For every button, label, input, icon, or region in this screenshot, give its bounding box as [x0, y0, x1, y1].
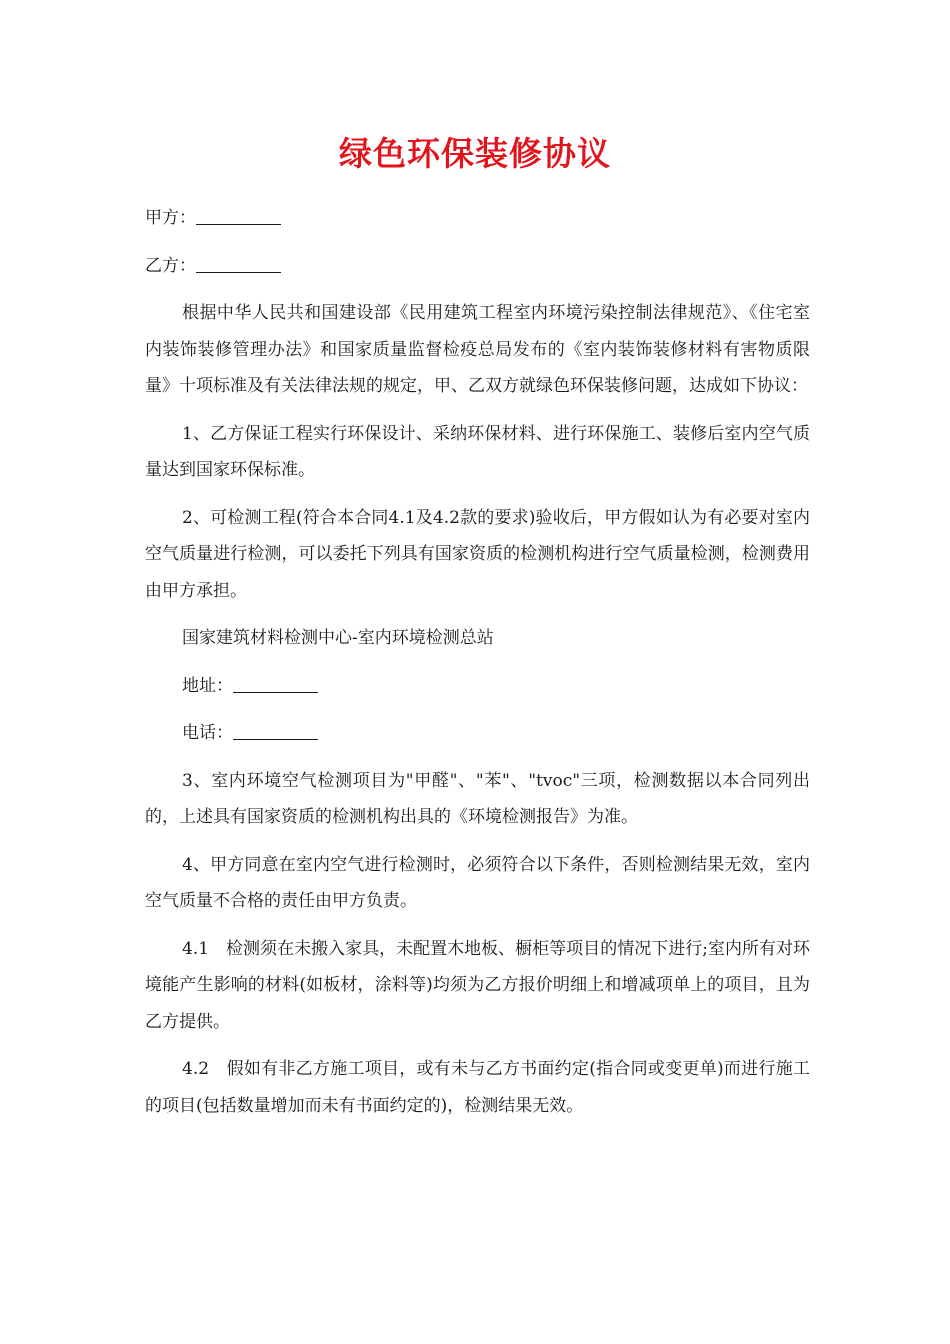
party-a-line [145, 200, 810, 237]
phone-blank [233, 719, 318, 740]
phone-line [145, 715, 810, 752]
document-title: 绿色环保装修协议 [339, 134, 611, 173]
party-b-label: 乙方： [145, 255, 196, 276]
address-line [145, 668, 810, 705]
document-body [145, 200, 810, 1135]
clause-4-2: 4.2 假如有非乙方施工项目，或有未与乙方书面约定(指合同或变更单)而进行施工的项目(包括数量增加而未有书面约定的)，检测结果无效。 [145, 1059, 810, 1116]
phone-label: 电话： [182, 723, 233, 743]
party-b-line [145, 248, 810, 285]
intro-paragraph: 根据中华人民共和国建设部《民用建筑工程室内环境污染控制法律规范》、《住宅室内装饰装修管理办法》和国家质量监督检疫总局发布的《室内装饰装修材料有害物质限量》十项标准及有关法律法规的规定，甲、乙双方就绿色环保装修问题，达成如下协议： [145, 303, 810, 396]
clause-3: 3、室内环境空气检测项目为"甲醛"、"苯"、"tvoc"三项，检测数据以本合同列出的，上述具有国家资质的检测机构出具的《环境检测报告》为准。 [145, 770, 810, 827]
address-blank [233, 672, 318, 693]
clause-2: 2、可检测工程(符合本合同4.1及4.2款的要求)验收后，甲方假如认为有必要对室内空气质量进行检测，可以委托下列具有国家资质的检测机构进行空气质量检测，检测费用由甲方承担。 [145, 507, 810, 601]
address-label: 地址： [182, 675, 233, 696]
clause-4: 4、甲方同意在室内空气进行检测时，必须符合以下条件，否则检测结果无效，室内空气质量不合格的责任由甲方负责。 [145, 854, 810, 911]
clause-1: 1、乙方保证工程实行环保设计、采纳环保材料、进行环保施工、装修后室内空气质量达到国家环保标准。 [145, 423, 810, 480]
clause-4-1: 4.1 检测须在未搬入家具，未配置木地板、橱柜等项目的情况下进行;室内所有对环境能产生影响的材料(如板材，涂料等)均须为乙方报价明细上和增减项单上的项目，且为乙方提供。 [145, 938, 810, 1032]
agency-name: 国家建筑材料检测中心-室内环境检测总站 [182, 628, 494, 648]
party-a-label: 甲方： [145, 208, 196, 228]
party-a-blank [196, 204, 281, 225]
party-b-blank [196, 252, 281, 273]
